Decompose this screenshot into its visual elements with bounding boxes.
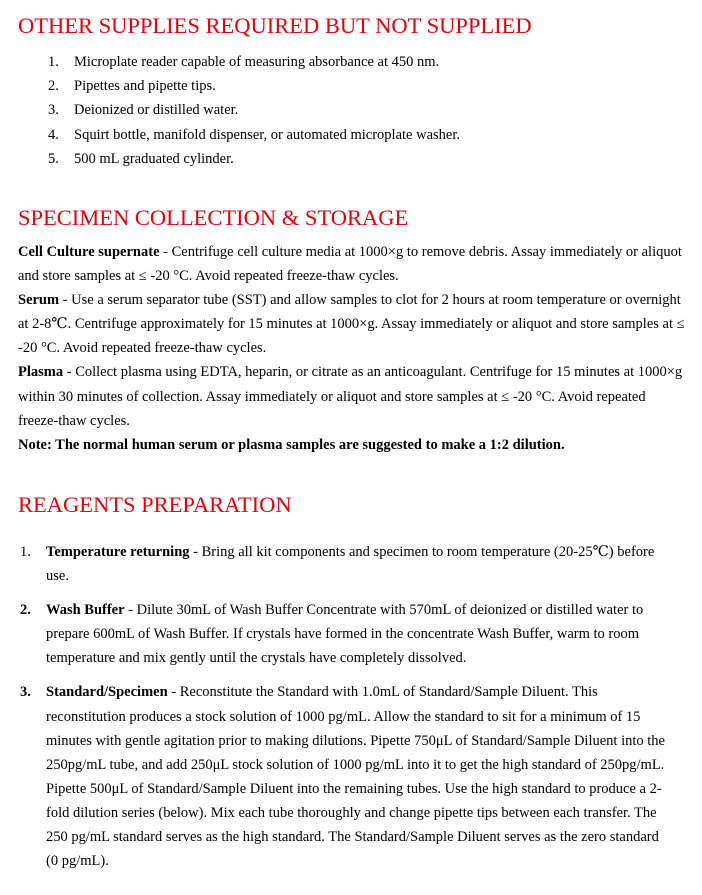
list-item <box>0 598 702 670</box>
reagents-list <box>0 540 702 873</box>
item-label: Wash Buffer <box>46 602 125 619</box>
list-item <box>0 98 702 122</box>
item-text: Pipettes and pipette tips. <box>74 78 216 95</box>
cell-culture-text: - Centrifuge cell culture media at 1000×g to remove debris. Assay immediately or aliquot and store samples at ≤ -20 °C. Avoid repeated freeze-thaw cycles. <box>18 244 682 285</box>
note-paragraph <box>18 433 686 457</box>
list-item <box>0 680 702 873</box>
item-number: 1. <box>20 544 31 560</box>
plasma-paragraph <box>18 360 686 432</box>
specimen-heading: SPECIMEN COLLECTION & STORAGE <box>18 205 409 230</box>
supplies-heading: OTHER SUPPLIES REQUIRED BUT NOT SUPPLIED <box>18 13 532 38</box>
list-item <box>0 50 702 74</box>
cell-culture-label: Cell Culture supernate <box>18 244 160 260</box>
specimen-section <box>18 240 686 457</box>
list-item <box>0 123 702 147</box>
item-text: - Dilute 30mL of Wash Buffer Concentrate with 570mL of deionized or distilled water to prepare 600mL of Wash Buffer. If crystals have formed in the concentrate Wash Buffer, warm to room temperature and mix gently until the crystals have completely dissolved. <box>46 602 644 667</box>
item-number: 1. <box>48 54 59 70</box>
item-text: 500 mL graduated cylinder. <box>74 150 234 167</box>
item-number: 5. <box>48 150 59 167</box>
item-label: Temperature returning <box>46 544 190 560</box>
item-text: - Reconstitute the Standard with 1.0mL of Standard/Sample Diluent. This reconstitution produces a stock solution of 1000 pg/mL. Allow the standard to sit for a minimum of 15 minutes with gentle agitation prior to making dilutions. Pipette 750μL of Standard/Sample Diluent into the 250pg/mL tube, and add 250μL stock solution of 1000 pg/mL into it to get the high standard of 250pg/mL. Pipette 500μL of Standard/Sample Diluent into the remaining tubes. Use the high standard to produce a 2-fold dilution series (below). Mix each tube thoroughly and change pipette tips between each transfer. The 250 pg/mL standard serves as the high standard. The Standard/Sample Diluent serves as the zero standard (0 pg/mL). <box>46 684 665 870</box>
note-text: Note: The normal human serum or plasma samples are suggested to make a 1:2 dilution. <box>18 436 565 453</box>
cell-culture-paragraph <box>18 240 686 288</box>
reagents-heading: REAGENTS PREPARATION <box>18 492 292 517</box>
item-text: Deionized or distilled water. <box>74 102 239 119</box>
list-item <box>0 540 702 588</box>
serum-paragraph <box>18 288 686 360</box>
list-item <box>0 147 702 171</box>
plasma-text: - Collect plasma using EDTA, heparin, or citrate as an anticoagulant. Centrifuge for 15 minutes at 1000×g within 30 minutes of collection. Assay immediately or aliquot and store samples at ≤ -20 °C. Avoid repeated freeze-thaw cycles. <box>18 364 683 429</box>
item-label: Standard/Specimen <box>46 684 168 701</box>
item-text: - Bring all kit components and specimen to room temperature (20-25℃) before use. <box>46 544 655 585</box>
item-text: Squirt bottle, manifold dispenser, or automated microplate washer. <box>74 126 460 143</box>
item-number: 2. <box>48 78 59 95</box>
item-text: Microplate reader capable of measuring absorbance at 450 nm. <box>74 54 440 70</box>
serum-label: Serum <box>18 292 60 309</box>
item-number: 2. <box>20 602 31 619</box>
item-number: 3. <box>48 102 59 119</box>
supplies-list <box>0 50 702 171</box>
serum-text: - Use a serum separator tube (SST) and allow samples to clot for 2 hours at room temperature or overnight at 2-8℃. Centrifuge approximately for 15 minutes at 1000×g. Assay immediately or aliquot and store samples at ≤ -20 °C. Avoid repeated freeze-thaw cycles. <box>18 292 685 357</box>
item-number: 4. <box>48 126 59 143</box>
plasma-label: Plasma <box>18 364 64 381</box>
list-item <box>0 74 702 98</box>
item-number: 3. <box>20 684 31 701</box>
